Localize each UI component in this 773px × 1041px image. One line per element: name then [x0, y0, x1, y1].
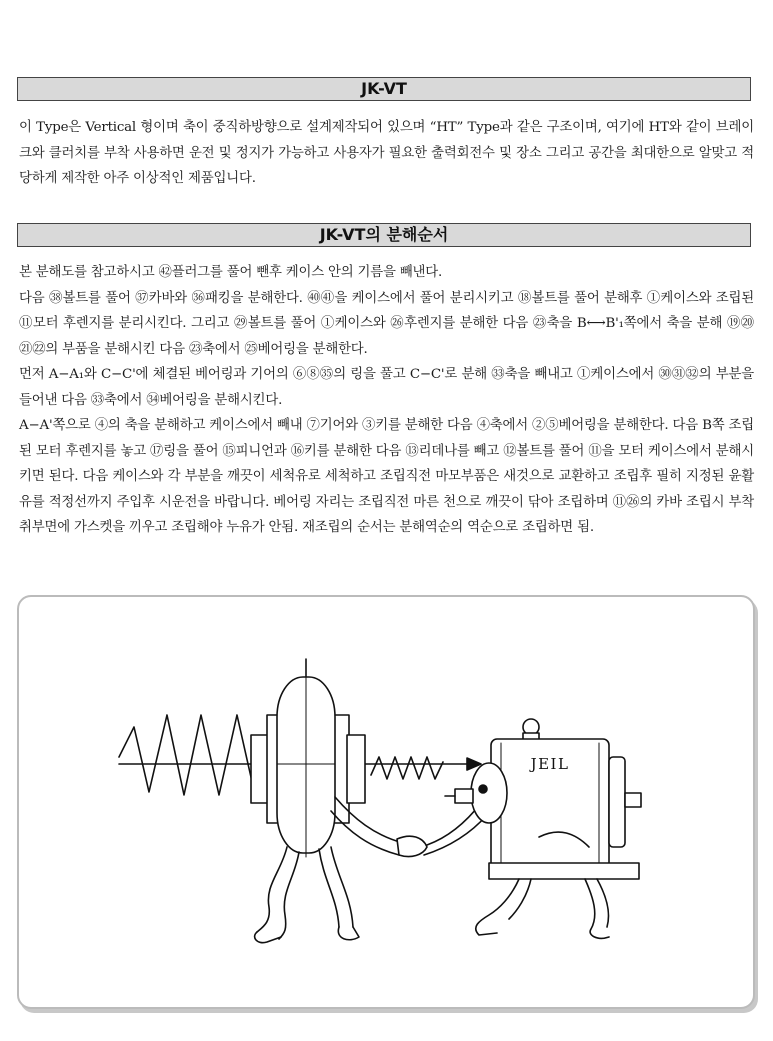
step-paragraph-4: A−A'쪽으로 ④의 축을 분해하고 케이스에서 빼내 ⑦기어와 ③키를 분해한 다음 ④축에서 ②⑤베어링을 분해한다. 다음 B쪽 조립된 모터 후렌지를 놓고 ⑰링을 풀어 ⑮피니언과 ⑯키를 분해한 다음 ⑬리데나를 빼고 ⑫볼트를 풀어 ⑪을 모터 케이스에서 분해시키면 된다. 다음 케이스와 각 부분을 깨끗이 세척유로 세척하고 조립직전 마모부품은 새것으로 교환하고 조립후 필히 지정된 윤활유를 적정선까지 주입후 시운전을 바랍니다. 베어링 자리는 조립직전 마른 천으로 깨끗이 닦아 조립하며 ⑪㉖의 카바 조립시 부착 취부면에 가스켓을 끼우고 조립해야 누유가 안됨. 재조립의 순서는 분해역순의 역순으로 조립하면 됨. — [19, 418, 754, 535]
intro-text: 이 Type은 Vertical 형이며 축이 중직하방향으로 설계제작되어 있으며 “HT” Type과 같은 구조이며, 여기에 HT와 같이 브레이크와 클러치를 부착 사용하면 운전 및 정지가 가능하고 사용자가 필요한 출력회전수 및 장소 그리고 공간을 최대한으로 알맞고 적당하게 제작한 아주 이상적인 제품입니다. — [19, 120, 754, 186]
hub-right-outer — [347, 735, 365, 803]
motor-left-leg — [476, 879, 519, 935]
motor-shaft-left — [455, 789, 473, 803]
motor-arm-b — [424, 815, 487, 855]
illustration-svg — [19, 597, 755, 1009]
intro-paragraph — [19, 115, 754, 192]
coupling-left-foot — [255, 932, 281, 943]
motor-eye-icon — [479, 785, 487, 793]
step-paragraph-1: 본 분해도를 참고하시고 ㊷플러그를 풀어 뺀후 케이스 안의 기름을 빼낸다. — [19, 265, 443, 280]
right-spring-icon — [371, 757, 443, 779]
motor-arm — [427, 803, 481, 845]
motor-right-leg-b — [597, 879, 609, 927]
disassembly-steps — [19, 260, 754, 541]
motor-base — [489, 863, 639, 879]
coupling-left-leg — [257, 847, 287, 932]
motor-brand-label: JEIL — [530, 755, 570, 773]
step-paragraph-3: 먼저 A−A₁와 C−C'에 체결된 베어링과 기어의 ⑥⑧㉟의 링을 풀고 C−C'로 분해 ㉝축을 빼내고 ①케이스에서 ㉚㉛㉜의 부분을 들어낸 다음 ㉝축에서 ㉞베어링을 분해시킨다. — [19, 367, 754, 408]
section-title-jk-vt: JK-VT — [17, 77, 751, 101]
left-spring-icon — [119, 715, 269, 795]
handshake-illustration — [17, 595, 755, 1009]
coupling-right-leg — [319, 849, 339, 927]
motor-right-leg — [585, 879, 609, 938]
motor-shaft-right — [625, 793, 641, 807]
coupling-right-foot — [338, 927, 359, 940]
coupling-right-leg-b — [331, 847, 353, 927]
coupling-left-leg-b — [279, 852, 299, 939]
motor-face — [471, 763, 507, 823]
section-title-disassembly: JK-VT의 분해순서 — [17, 223, 751, 247]
step-paragraph-2: 다음 ㊳볼트를 풀어 ㊲카바와 ㊱패킹을 분해한다. ㊵㊶을 케이스에서 풀어 분리시키고 ⑱볼트를 풀어 분해후 ①케이스와 조립된 ⑪모터 후렌지를 분리시킨다. 그리고 ㉙볼트를 풀어 ①케이스와 ㉖후렌지를 분해한 다음 ㉓축을 B⟷B'₁쪽에서 축을 분해 ⑲⑳㉑㉒의 부품을 분해시킨 다음 ㉓축에서 ㉕베어링을 분해한다. — [19, 290, 754, 357]
motor-end-cap — [609, 757, 625, 847]
handshake-icon — [397, 836, 427, 856]
motor-left-leg-b — [509, 879, 531, 919]
